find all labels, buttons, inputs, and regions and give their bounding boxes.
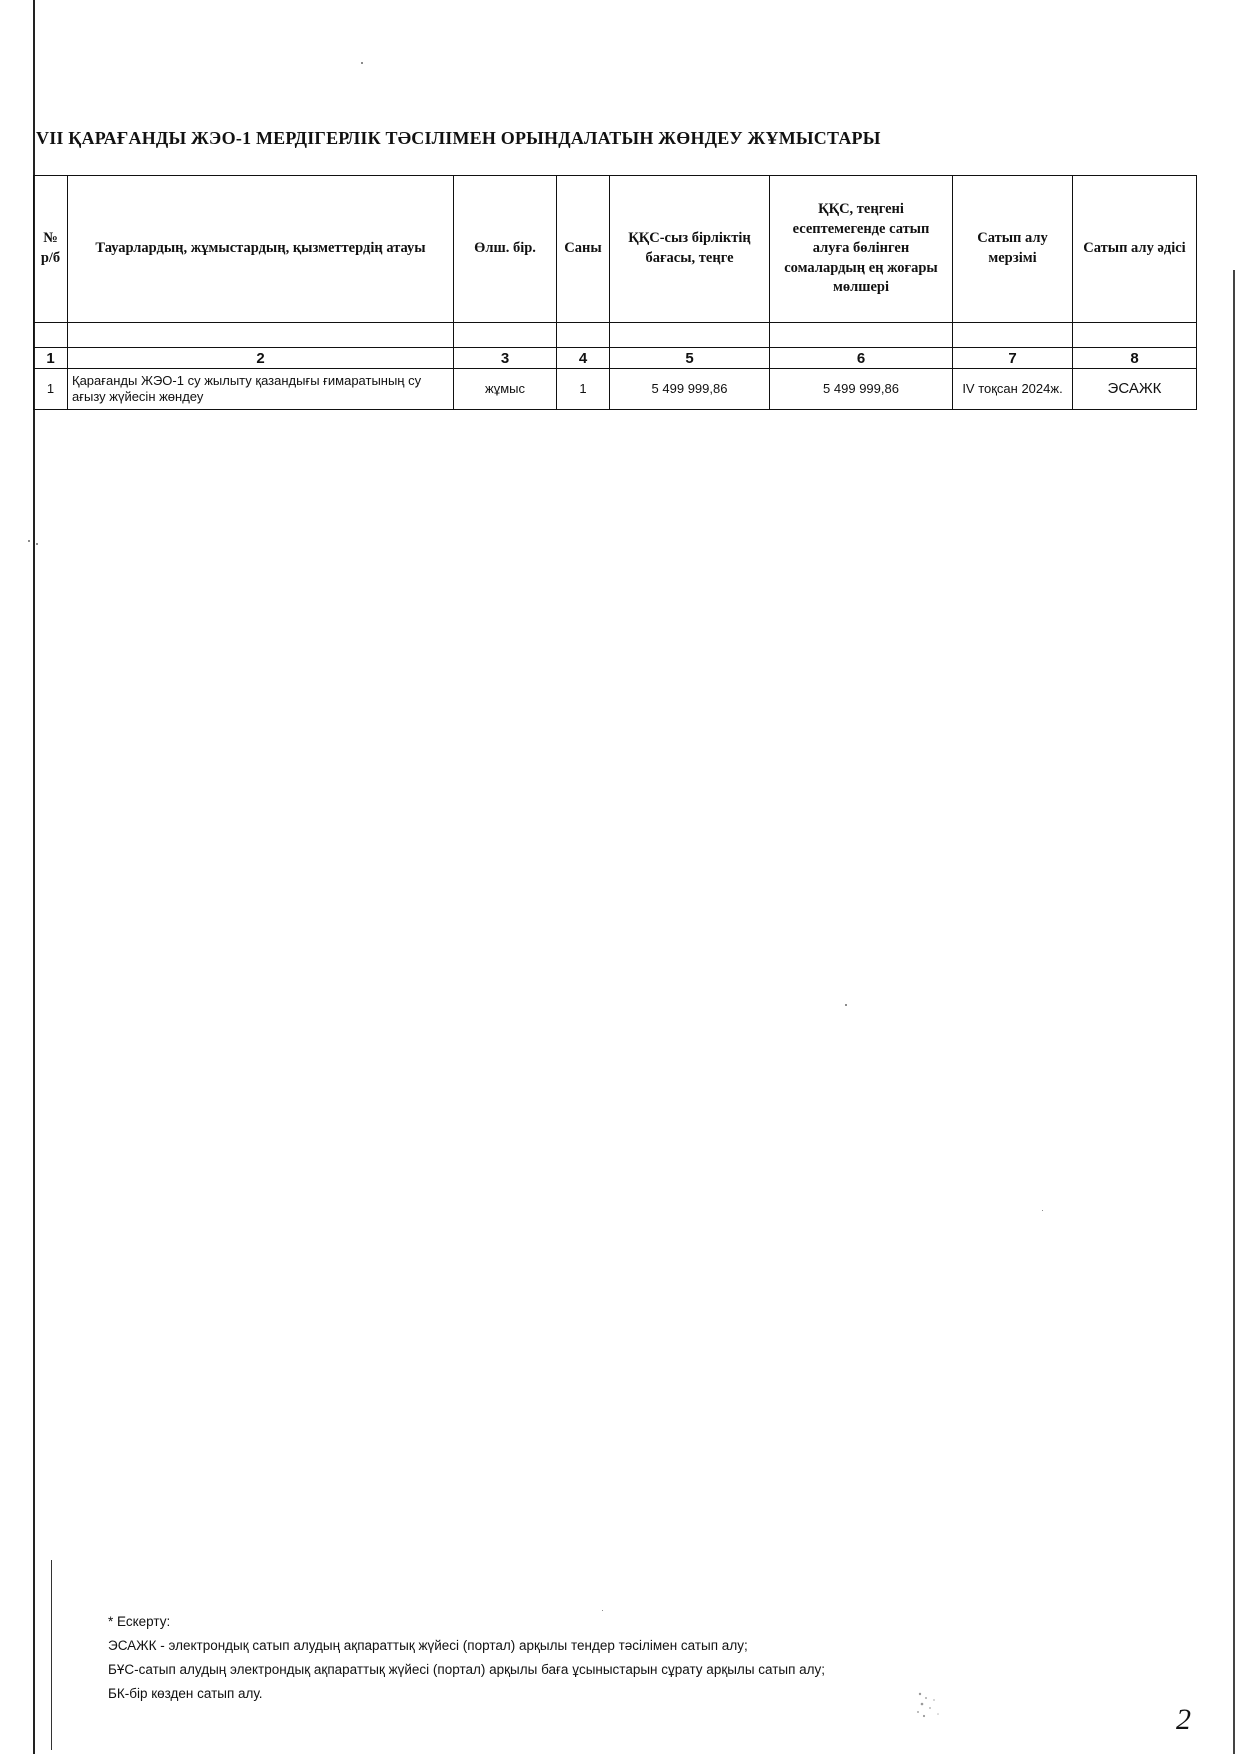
blank-cell [1073,323,1197,348]
footnote-heading: * Ескерту: [108,1614,171,1629]
procurement-table [33,175,1197,410]
row-number: 1 [34,369,68,410]
column-number: 3 [454,348,557,369]
header-item-name: Тауарлардың, жұмыстардың, қызметтердің атауы [68,176,454,323]
blank-cell [557,323,610,348]
footnote [108,1610,825,1706]
scan-speck [36,543,38,545]
scan-speck [845,1004,847,1006]
table-header-row [34,176,1197,323]
header-unit-price: ҚҚС-сыз бірліктің бағасы, теңге [610,176,770,323]
scan-edge-line-right [1233,270,1235,1754]
column-number: 1 [34,348,68,369]
column-number: 8 [1073,348,1197,369]
scan-speck [28,540,30,542]
procurement-method: ЭСАЖК [1073,369,1197,410]
column-number: 7 [953,348,1073,369]
footnote-line: ЭСАЖК - электрондық сатып алудың ақпараттық жүйесі (портал) арқылы тендер тәсілімен сатып алу; [108,1638,748,1653]
column-number-row [34,348,1197,369]
unit: жұмыс [454,369,557,410]
header-row-number: № р/б [34,176,68,323]
blank-cell [454,323,557,348]
scan-speck [1042,1210,1043,1211]
blank-cell [34,323,68,348]
blank-cell [68,323,454,348]
footnote-line: БҰС-сатып алудың электрондық ақпараттық жүйесі (портал) арқылы баға ұсыныстарын сұрату арқылы сатып алу; [108,1662,826,1677]
blank-cell [610,323,770,348]
page-number: 2 [1176,1703,1191,1736]
header-procurement-method: Сатып алу әдісі [1073,176,1197,323]
table-row [34,369,1197,410]
unit-price: 5 499 999,86 [610,369,770,410]
blank-cell [770,323,953,348]
header-procurement-period: Сатып алу мерзімі [953,176,1073,323]
max-amount: 5 499 999,86 [770,369,953,410]
scan-speck [361,62,363,64]
header-unit: Өлш. бір. [454,176,557,323]
header-quantity: Саны [557,176,610,323]
item-name: Қарағанды ЖЭО-1 су жылыту қазандығы ғимаратының су ағызу жүйесін жөндеу [68,369,454,410]
quantity: 1 [557,369,610,410]
column-number: 2 [68,348,454,369]
scan-smudge-mark [912,1686,952,1722]
footnote-line: БК-бір көзден сатып алу. [108,1686,263,1701]
blank-cell [953,323,1073,348]
column-number: 5 [610,348,770,369]
header-max-amount: ҚҚС, теңгені есептемегенде сатып алуға бөлінген сомалардың ең жоғары мөлшері [770,176,953,323]
table-blank-row [34,323,1197,348]
section-title: VII ҚАРАҒАНДЫ ЖЭО-1 МЕРДІГЕРЛІК ТӘСІЛІМЕН ОРЫНДАЛАТЫН ЖӨНДЕУ ЖҰМЫСТАРЫ [36,128,881,148]
column-number: 4 [557,348,610,369]
scan-edge-line-lower [51,1560,52,1750]
column-number: 6 [770,348,953,369]
procurement-period: IV тоқсан 2024ж. [953,369,1073,410]
